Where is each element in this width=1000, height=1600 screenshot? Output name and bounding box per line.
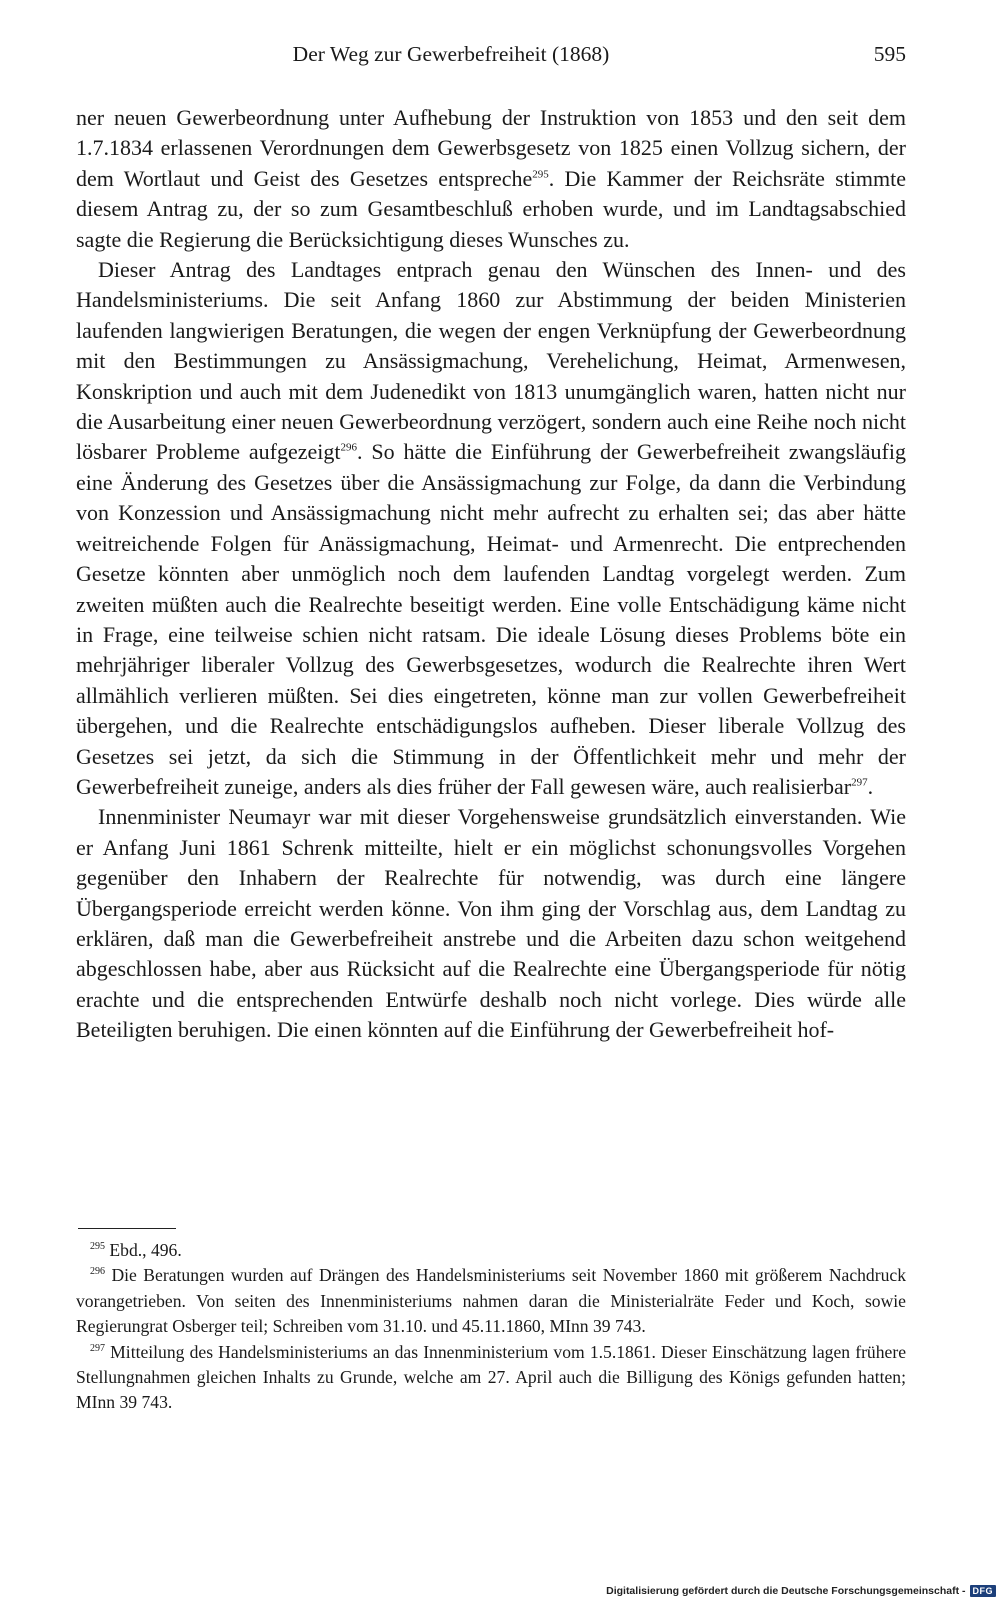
paragraph-2-text-c: . [867,773,874,799]
footnote-ref-295: 295 [532,168,549,181]
running-header [76,42,906,82]
footnote-297 [76,1340,906,1416]
footnote-text: Die Beratungen wurden auf Drängen des Handelsministeriums seit November 1860 mit größerem Nachdruck vorangetrieben. Von seiten des Innenministeriums nahmen daran die Ministerialräte Feder und Koch, sowie Regierungrat Osberger teil; Schreiben vom 31.10. und 45.11.1860, MInn 39 743. [76,1265,906,1337]
footnote-295 [76,1238,906,1263]
paragraph-2-text-a: Dieser Antrag des Landtages entprach genau den Wünschen des Innen- und des Handelsministeriums. Die seit Anfang 1860 zur Abstimmung der beiden Ministerien laufenden langwierigen Beratungen, die wegen der engen Verknüpfung der Gewerbeordnung mit den Bestimmungen zu Ansässigmachung, Verehelichung, Heimat, Armenwesen, Konskription und auch mit dem Judenedikt von 1813 unumgänglich waren, hatten nicht nur die Ausarbeitung einer neuen Gewerbeordnung verzögert, sondern auch eine Reihe noch nicht lösbarer Probleme aufgezeigt [76,257,906,465]
footnotes [76,1238,906,1416]
dfg-logo-icon: DFG [970,1585,997,1597]
running-title: Der Weg zur Gewerbefreiheit (1868) [292,42,610,66]
main-text [76,103,906,1046]
footnote-ref-296: 296 [340,442,358,455]
footnote-text: Mitteilung des Handelsministeriums an das Innenministerium vom 1.5.1861. Dieser Einschätzung lagen frühere Stellungnahmen gleichen Inhalts zu Grunde, welche am 27. April auch die Billigung des Königs gefunden hatten; MInn 39 743. [76,1341,907,1413]
paragraph-2-text-b: . So hätte die Einführung der Gewerbefreiheit zwangsläufig eine Änderung des Gesetzes über die Ansässigmachung zur Folge, da dann die Verbindung von Konzession und Ansässigmachung nicht mehr aufrecht zu erhalten sei; das aber hätte weitreichende Folgen für Anässigmachung, Heimat- und Armenrecht. Die entprechenden Gesetze könnten aber unmöglich noch dem laufenden Landtag vorgelegt werden. Zum zweiten müßten auch die Realrechte beseitigt werden. Eine volle Entschädigung käme nicht in Frage, eine teilweise schien nicht ratsam. Die ideale Lösung dieses Problems böte ein mehrjähriger liberaler Vollzug des Gewerbsgesetzes, wodurch die Realrechte ihren Wert allmählich verlieren müßten. Sei dies eingetreten, könne man zur vollen Gewerbefreiheit übergehen, und die Realrechte entschädigungslos aufheben. Dieser liberale Vollzug des Gesetzes sei jetzt, da sich die Stimmung in der Öffentlichkeit mehr und mehr der Gewerbefreiheit zuneige, anders als dies früher der Fall gewesen wäre, auch realisierbar [76,439,907,799]
footnote-divider [78,1228,176,1229]
page-number: 595 [873,42,906,66]
paragraph-3: Innenminister Neumayr war mit dieser Vorgehensweise grundsätzlich einverstanden. Wie er Anfang Juni 1861 Schrenk mitteilte, hielt er ein möglichst schonungsvolles Vorgehen gegenüber den Inhabern der Realrechte für notwendig, was durch eine längere Übergangsperiode erreicht werden könne. Von ihm ging der Vorschlag aus, dem Landtag zu erklären, daß man die Gewerbefreiheit anstrebe und die Arbeiten dazu schon weitgehend abgeschlossen habe, aber aus Rücksicht auf die Realrechte eine Übergangsperiode für nötig erachte und die entsprechenden Entwürfe deshalb noch nicht vorlege. Dies würde alle Beteiligten beruhigen. Die einen könnten auf die Einführung der Gewerbefreiheit hof- [76,804,906,1043]
footnote-296 [76,1263,906,1339]
credit-text: Digitalisierung gefördert durch die Deutsche Forschungsgemeinschaft - [606,1585,966,1597]
paragraph-1-text-b: . Die Kammer der Reichsräte stimmte diesem Antrag zu, der so zum Gesamtbeschluß erhoben wurde, und im Landtagsabschied sagte die Regierung die Berücksichtigung dieses Wunsches zu. [76,165,906,252]
footnote-number: 296 [90,1266,105,1278]
footnote-text: Ebd., 496. [109,1240,182,1260]
footnote-ref-297: 297 [851,776,868,789]
footnote-number: 295 [90,1241,105,1253]
paragraph-1-text-a: ner neuen Gewerbeordnung unter Aufhebung der Instruktion von 1853 und den seit dem 1.7.1834 erlassenen Verordnungen dem Gewerbsgesetz von 1825 einen Vollzug sichern, der dem Wortlaut und Geist des Gesetzes entspreche [76,105,906,191]
paragraph-1 [76,103,906,255]
footnote-number: 297 [90,1342,105,1354]
paragraph-2 [76,255,906,802]
digitization-credit [606,1585,996,1597]
